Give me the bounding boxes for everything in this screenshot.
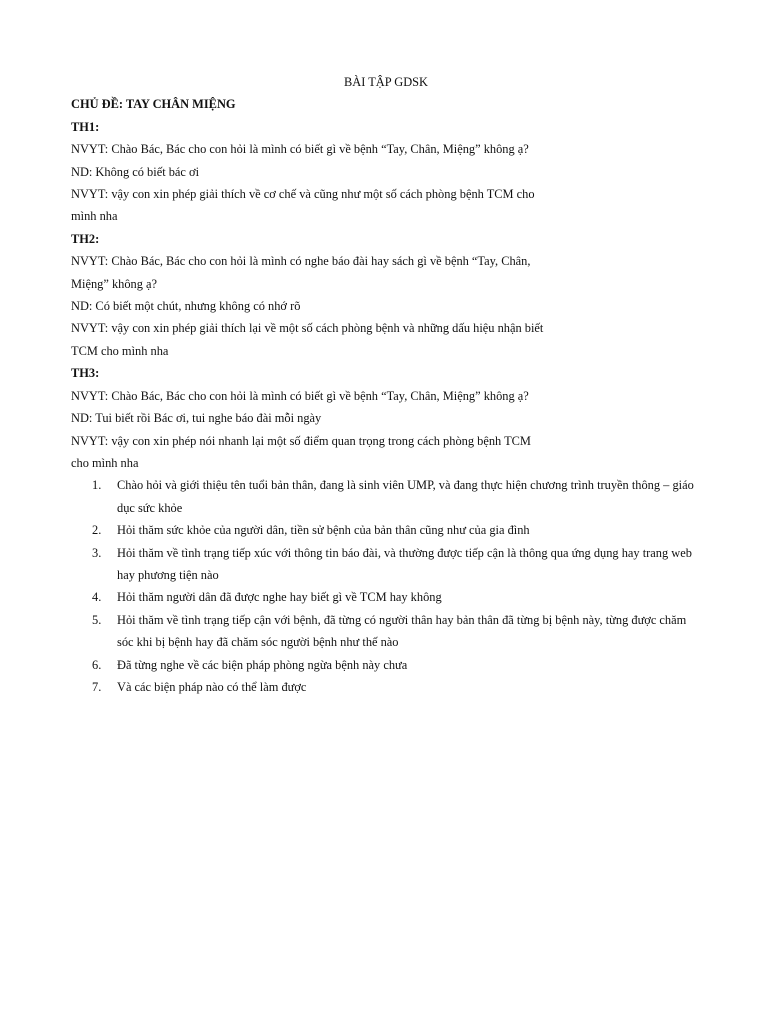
list-item (71, 542, 701, 587)
list-item-number: 2. (92, 523, 102, 538)
list-item (71, 519, 701, 541)
dialogue-line: NVYT: Chào Bác, Bác cho con hỏi là mình có nghe báo đài hay sách gì về bệnh “Tay, Chân, Miệng” không ạ? (71, 254, 531, 291)
case-heading: TH2: (71, 231, 100, 246)
list-item-text: Hỏi thăm về tình trạng tiếp cận với bệnh, đã từng có người thân hay bản thân đã từng bị bệnh này, từng được chăm sóc khi bị bệnh hay đã chăm sóc người bệnh như thế nào (117, 612, 687, 650)
case-1 (71, 116, 701, 228)
document-content (71, 71, 701, 698)
topic-heading: CHỦ ĐỀ: TAY CHÂN MIỆNG (71, 97, 236, 112)
dialogue-line: ND: Có biết một chút, nhưng không có nhớ rõ (71, 299, 301, 314)
case-heading: TH3: (71, 366, 100, 381)
list-item-number: 7. (92, 679, 102, 694)
list-item (71, 609, 701, 654)
list-item-text: Hỏi thăm sức khỏe của người dân, tiền sử bệnh của bản thân cũng như của gia đình (117, 523, 530, 538)
list-item-text: Và các biện pháp nào có thể làm được (117, 679, 307, 694)
dialogue-line: ND: Tui biết rồi Bác ơi, tui nghe báo đài mỗi ngày (71, 411, 322, 426)
case-heading: TH1: (71, 119, 100, 134)
dialogue-line: NVYT: Chào Bác, Bác cho con hỏi là mình có biết gì về bệnh “Tay, Chân, Miệng” không ạ? (71, 388, 529, 403)
list-item-number: 6. (92, 657, 102, 672)
case-2 (71, 228, 701, 362)
dialogue-line: NVYT: vậy con xin phép giải thích lại về một số cách phòng bệnh và những dấu hiệu nhận biết TCM cho mình nha (71, 321, 544, 358)
list-item (71, 676, 701, 698)
dialogue-line: NVYT: Chào Bác, Bác cho con hỏi là mình có biết gì về bệnh “Tay, Chân, Miệng” không ạ? (71, 142, 529, 157)
list-item (71, 654, 701, 676)
list-item-text: Đã từng nghe về các biện pháp phòng ngừa bệnh này chưa (117, 657, 408, 672)
list-item-text: Chào hỏi và giới thiệu tên tuổi bản thân, đang là sinh viên UMP, và đang thực hiện chương trình truyền thông – giáo dục sức khỏe (117, 478, 694, 515)
case-3 (71, 362, 701, 474)
list-item-number: 5. (92, 612, 102, 627)
list-item (71, 474, 701, 519)
steps-list (71, 474, 701, 698)
list-item-number: 4. (92, 590, 102, 605)
list-item-text: Hỏi thăm người dân đã được nghe hay biết gì về TCM hay không (117, 590, 442, 605)
dialogue-line: NVYT: vậy con xin phép nói nhanh lại một số điểm quan trọng trong cách phòng bệnh TCM cho mình nha (71, 433, 531, 470)
dialogue-line: ND: Không có biết bác ơi (71, 164, 200, 179)
list-item-number: 1. (92, 478, 102, 493)
list-item-number: 3. (92, 545, 102, 560)
dialogue-line: NVYT: vậy con xin phép giải thích về cơ chế và cũng như một số cách phòng bệnh TCM cho mình nha (71, 187, 535, 224)
document-title: BÀI TẬP GDSK (344, 75, 428, 89)
list-item (71, 586, 701, 608)
list-item-text: Hỏi thăm về tình trạng tiếp xúc với thông tin báo đài, và thường được tiếp cận là thông qua ứng dụng hay trang web hay phương tiện nào (117, 545, 692, 582)
